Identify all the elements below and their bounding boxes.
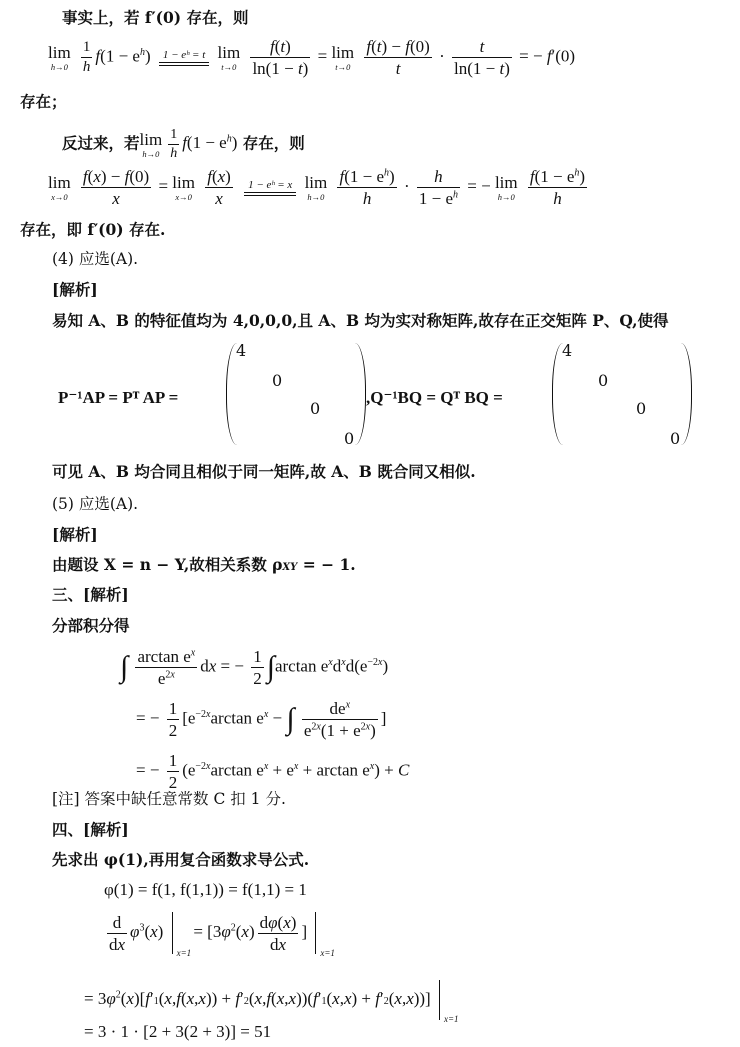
q4-text1: 易知 A、B 的特征值均为 4,0,0,0,且 A、B 均为实对称矩阵,故存在正交矩阵 P、Q,使得 xyxy=(52,311,669,330)
s4-line3: = $3\varphi^2(x)[f'1(x,f(x,x)) + f'2(x,f(x,x))(f'1(x,x) + f'2(x,x))]$ x=1 xyxy=(84,980,440,1020)
p1-tail: 存在； xyxy=(20,92,67,111)
matrix-q-cell-22: 0 xyxy=(598,371,609,390)
s4-eval-3: x=1 xyxy=(443,1014,459,1024)
matrix-p-cell-22: 0 xyxy=(272,371,283,390)
q4-jiexi: [解析] xyxy=(52,280,98,299)
integral-line-2: = − $\frac{1}{2}$ [$e^{-2x}\arctan$ $e^x$ − ∫ $\frac{de^x}{e^{2x}(1 + e^{2x})}$ ] xyxy=(136,699,387,740)
matrix-q-cell-44: 0 xyxy=(670,429,681,448)
matrix-p-cell-44: 0 xyxy=(344,429,355,448)
p2-tail: 存在，即 f′(0) 存在. xyxy=(20,220,166,239)
matrix-p-cell-11: 4 xyxy=(236,341,247,360)
integral-line-3: = − $\frac{1}{2}$ ($e^{-2x}\arctan$ $e^x + e^x + \arctan e^x) + C$ xyxy=(136,751,410,792)
matrix-q-right-paren xyxy=(681,343,692,445)
q5-jiexi: [解析] xyxy=(52,525,98,544)
matrix-eq-right: ,Q⁻¹BQ = Qᵀ BQ = xyxy=(366,388,503,407)
s4-line4: = 3 · 1 · [2 + 3(2 + 3)] = 51 xyxy=(84,1022,272,1041)
substitution-x: 1 − eʰ = x xyxy=(248,178,293,191)
q5-rho-sub: XY xyxy=(282,562,298,573)
q5-answer: (5) 应选(A). xyxy=(52,495,139,513)
substitution-t: 1 − eʰ = t xyxy=(162,48,206,61)
p2-intro-text: 反过来，若 xyxy=(62,133,140,153)
integral-line-1: ∫ $\frac{\arctan e^x}{e^{2x}}$ dx = − $\frac{1}{2}$ ∫arctan $e^xd^xd(e^{-2x})$ xyxy=(120,647,389,688)
s4-eval-2: x=1 xyxy=(320,948,335,958)
matrix-p-right-paren xyxy=(355,343,366,445)
q4-text2: 可见 A、B 均合同且相似于同一矩阵,故 A、B 既合同又相似. xyxy=(52,462,476,481)
s4-eval-1: x=1 xyxy=(176,948,192,958)
p2-intro: 反过来，若 lim h→0 $\frac{1}{h}$ $f(1 - e^h)$ 存在，则 xyxy=(62,127,305,161)
s4-line1: φ(1) = f(1, f(1,1)) = f(1,1) = 1 xyxy=(104,880,307,899)
matrix-q-cell-33: 0 xyxy=(636,399,647,418)
s3-heading: 三、[解析] xyxy=(52,585,129,604)
equation-1: lim h→0 $\frac{1}{h}$ $f(1 - e^h)$ 1 − eʰ = t lim t→0 $\frac{f(t)}{\ln(1 - t)}$ = lim t→0 $\frac{f(t) - f(0)}{t}$ · $\frac{t}{\ln(1 - t)}$ = − f′(0) xyxy=(48,37,576,78)
matrix-p-cell-33: 0 xyxy=(310,399,321,418)
matrix-eq-right-text: Q⁻¹BQ = Qᵀ BQ = xyxy=(370,388,503,407)
q5-text-main: 由题设 X = n − Y,故相关系数 ρ xyxy=(52,555,283,574)
matrix-q-cell-11: 4 xyxy=(562,341,573,360)
p2-intro-tail: 存在，则 xyxy=(242,133,305,153)
q4-answer: (4) 应选(A). xyxy=(52,250,139,268)
s3-note: [注] 答案中缺任意常数 C 扣 1 分. xyxy=(52,790,286,808)
matrix-eq-left: P⁻¹AP = Pᵀ AP = xyxy=(58,388,179,407)
q5-text xyxy=(52,557,356,573)
q5-text-end: = − 1. xyxy=(297,555,356,574)
s4-heading: 四、[解析] xyxy=(52,820,129,839)
s4-line2: $\frac{d}{dx}$ $\varphi^3(x)$ x=1 = [$3\varphi^2(x)$ $\frac{d\varphi(x)}{dx}$ ] x=1 xyxy=(109,912,335,958)
matrix-q xyxy=(552,341,692,448)
equation-2: lim x→0 $\frac{f(x) - f(0)}{x}$ = lim x→0 $\frac{f(x)}{x}$ 1 − eʰ = x lim h→0 $\frac{f(1 - e^h)}{h}$ · $\frac{h}{1 - e^h}$ = − lim h→0 $\frac{f(1 - e^h)}{h}$ xyxy=(48,167,586,208)
p1-intro: 事实上，若 f′(0) 存在，则 xyxy=(62,8,249,27)
matrix-p xyxy=(226,341,366,448)
s3-intro: 分部积分得 xyxy=(52,616,130,635)
s4-intro: 先求出 φ(1),再用复合函数求导公式. xyxy=(52,850,310,869)
